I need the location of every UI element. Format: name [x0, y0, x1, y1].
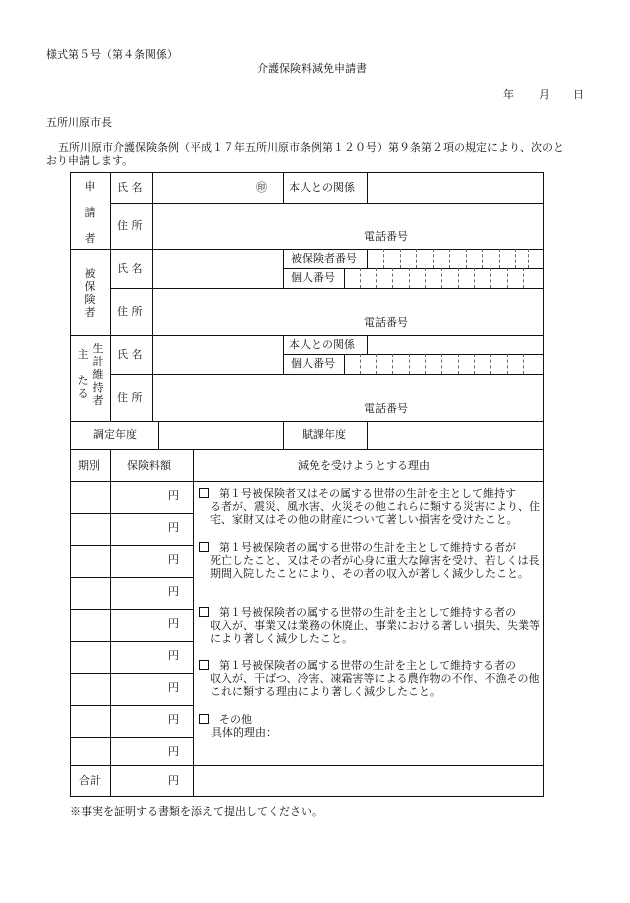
yen-unit: 円	[168, 585, 179, 598]
intro-line-2: おり申請します。	[46, 154, 134, 167]
householder-name-field[interactable]	[156, 339, 280, 371]
yen-unit: 円	[168, 681, 179, 694]
insured-name-field[interactable]	[156, 253, 280, 285]
applicant-group-label: 申 請 者	[84, 180, 96, 245]
yen-unit: 円	[168, 489, 179, 502]
insured-phone-label: 電話番号	[364, 316, 408, 329]
applicant-name-label: 氏 名	[117, 181, 143, 194]
seal-mark: ㊞	[256, 181, 267, 194]
period-header: 期別	[78, 459, 100, 472]
date-month: 月	[539, 88, 550, 101]
reason-checkbox-3[interactable]	[199, 607, 209, 617]
yen-unit: 円	[168, 617, 179, 630]
applicant-relation-field[interactable]	[371, 176, 539, 200]
insured-personal-number-label: 個人番号	[291, 271, 335, 284]
householder-group-label-left: 主 た る	[77, 348, 89, 400]
householder-relation-field[interactable]	[371, 338, 539, 352]
applicant-address-field[interactable]	[156, 207, 540, 227]
intro-line-1: 五所川原市介護保険条例（平成１７年五所川原市条例第１２０号）第９条第２項の規定により、次のと	[58, 141, 564, 154]
yen-unit: 円	[168, 713, 179, 726]
reason-item-4[interactable]: 第１号被保険者の属する世帯の生計を主として維持する者の 収入が、干ばつ、冷害、凍霜害等による農作物の不作、不漁その他これに類する理由により著しく減少したこと。	[199, 659, 541, 698]
reason-item-3[interactable]: 第１号被保険者の属する世帯の生計を主として維持する者の 収入が、事業又は業務の休廃止、事業における著しい損失、失業等により著しく減少したこと。	[199, 606, 541, 645]
insured-name-label: 氏 名	[117, 262, 143, 275]
reason-checkbox-2[interactable]	[199, 542, 209, 552]
reason-checkbox-4[interactable]	[199, 660, 209, 670]
householder-group-label-right: 生 計 維 持 者	[92, 342, 104, 407]
insured-address-field[interactable]	[156, 292, 540, 312]
tax-year-field[interactable]	[371, 424, 539, 446]
date-year: 年	[503, 88, 514, 101]
form-number: 様式第５号（第４条関係）	[46, 48, 178, 61]
householder-name-label: 氏 名	[117, 348, 143, 361]
reason-item-other[interactable]: その他 具体的理由：	[199, 713, 541, 739]
adjust-year-label: 調定年度	[93, 428, 137, 441]
reason-item-2[interactable]: 第１号被保険者の属する世帯の生計を主として維持する者が 死亡したこと、又はその者が心身に重大な障害を受け、若しくは長期間入院したことにより、その者の収入が著しく減少したこと。	[199, 541, 541, 580]
total-label: 合計	[79, 774, 101, 787]
form-title: 介護保険料減免申請書	[257, 62, 367, 75]
applicant-relation-label: 本人との関係	[289, 181, 355, 194]
applicant-name-field[interactable]	[156, 176, 256, 200]
insured-number-label: 被保険者番号	[291, 252, 357, 265]
applicant-phone-label: 電話番号	[364, 230, 408, 243]
other-detail-label: 具体的理由：	[211, 726, 277, 739]
yen-unit: 円	[168, 745, 179, 758]
householder-relation-label: 本人との関係	[289, 338, 355, 351]
footnote: ※事実を証明する書類を添えて提出してください。	[70, 805, 323, 818]
reason-header: 減免を受けようとする理由	[298, 459, 430, 472]
insured-group-label: 被 保 険 者	[84, 267, 96, 319]
insured-address-label: 住 所	[117, 305, 143, 318]
yen-unit: 円	[168, 553, 179, 566]
reason-checkbox-other[interactable]	[199, 714, 209, 724]
householder-address-field[interactable]	[156, 378, 540, 398]
householder-personal-number-label: 個人番号	[291, 357, 335, 370]
householder-phone-label: 電話番号	[364, 402, 408, 415]
yen-unit: 円	[168, 521, 179, 534]
reason-checkbox-1[interactable]	[199, 488, 209, 498]
adjust-year-field[interactable]	[162, 424, 280, 446]
tax-year-label: 賦課年度	[302, 428, 346, 441]
reason-item-1[interactable]: 第１号被保険者又はその属する世帯の生計を主として維持す る者が、震災、風水害、火災その他これらに類する災害により、住宅、家財又はその他の財産について著しい損害を受けたこと。	[199, 487, 541, 526]
yen-unit: 円	[168, 649, 179, 662]
premium-header: 保険料額	[127, 459, 171, 472]
applicant-address-label: 住 所	[117, 219, 143, 232]
total-yen-unit: 円	[168, 774, 179, 787]
date-day: 日	[573, 88, 584, 101]
addressee: 五所川原市長	[46, 116, 112, 129]
householder-address-label: 住 所	[117, 391, 143, 404]
